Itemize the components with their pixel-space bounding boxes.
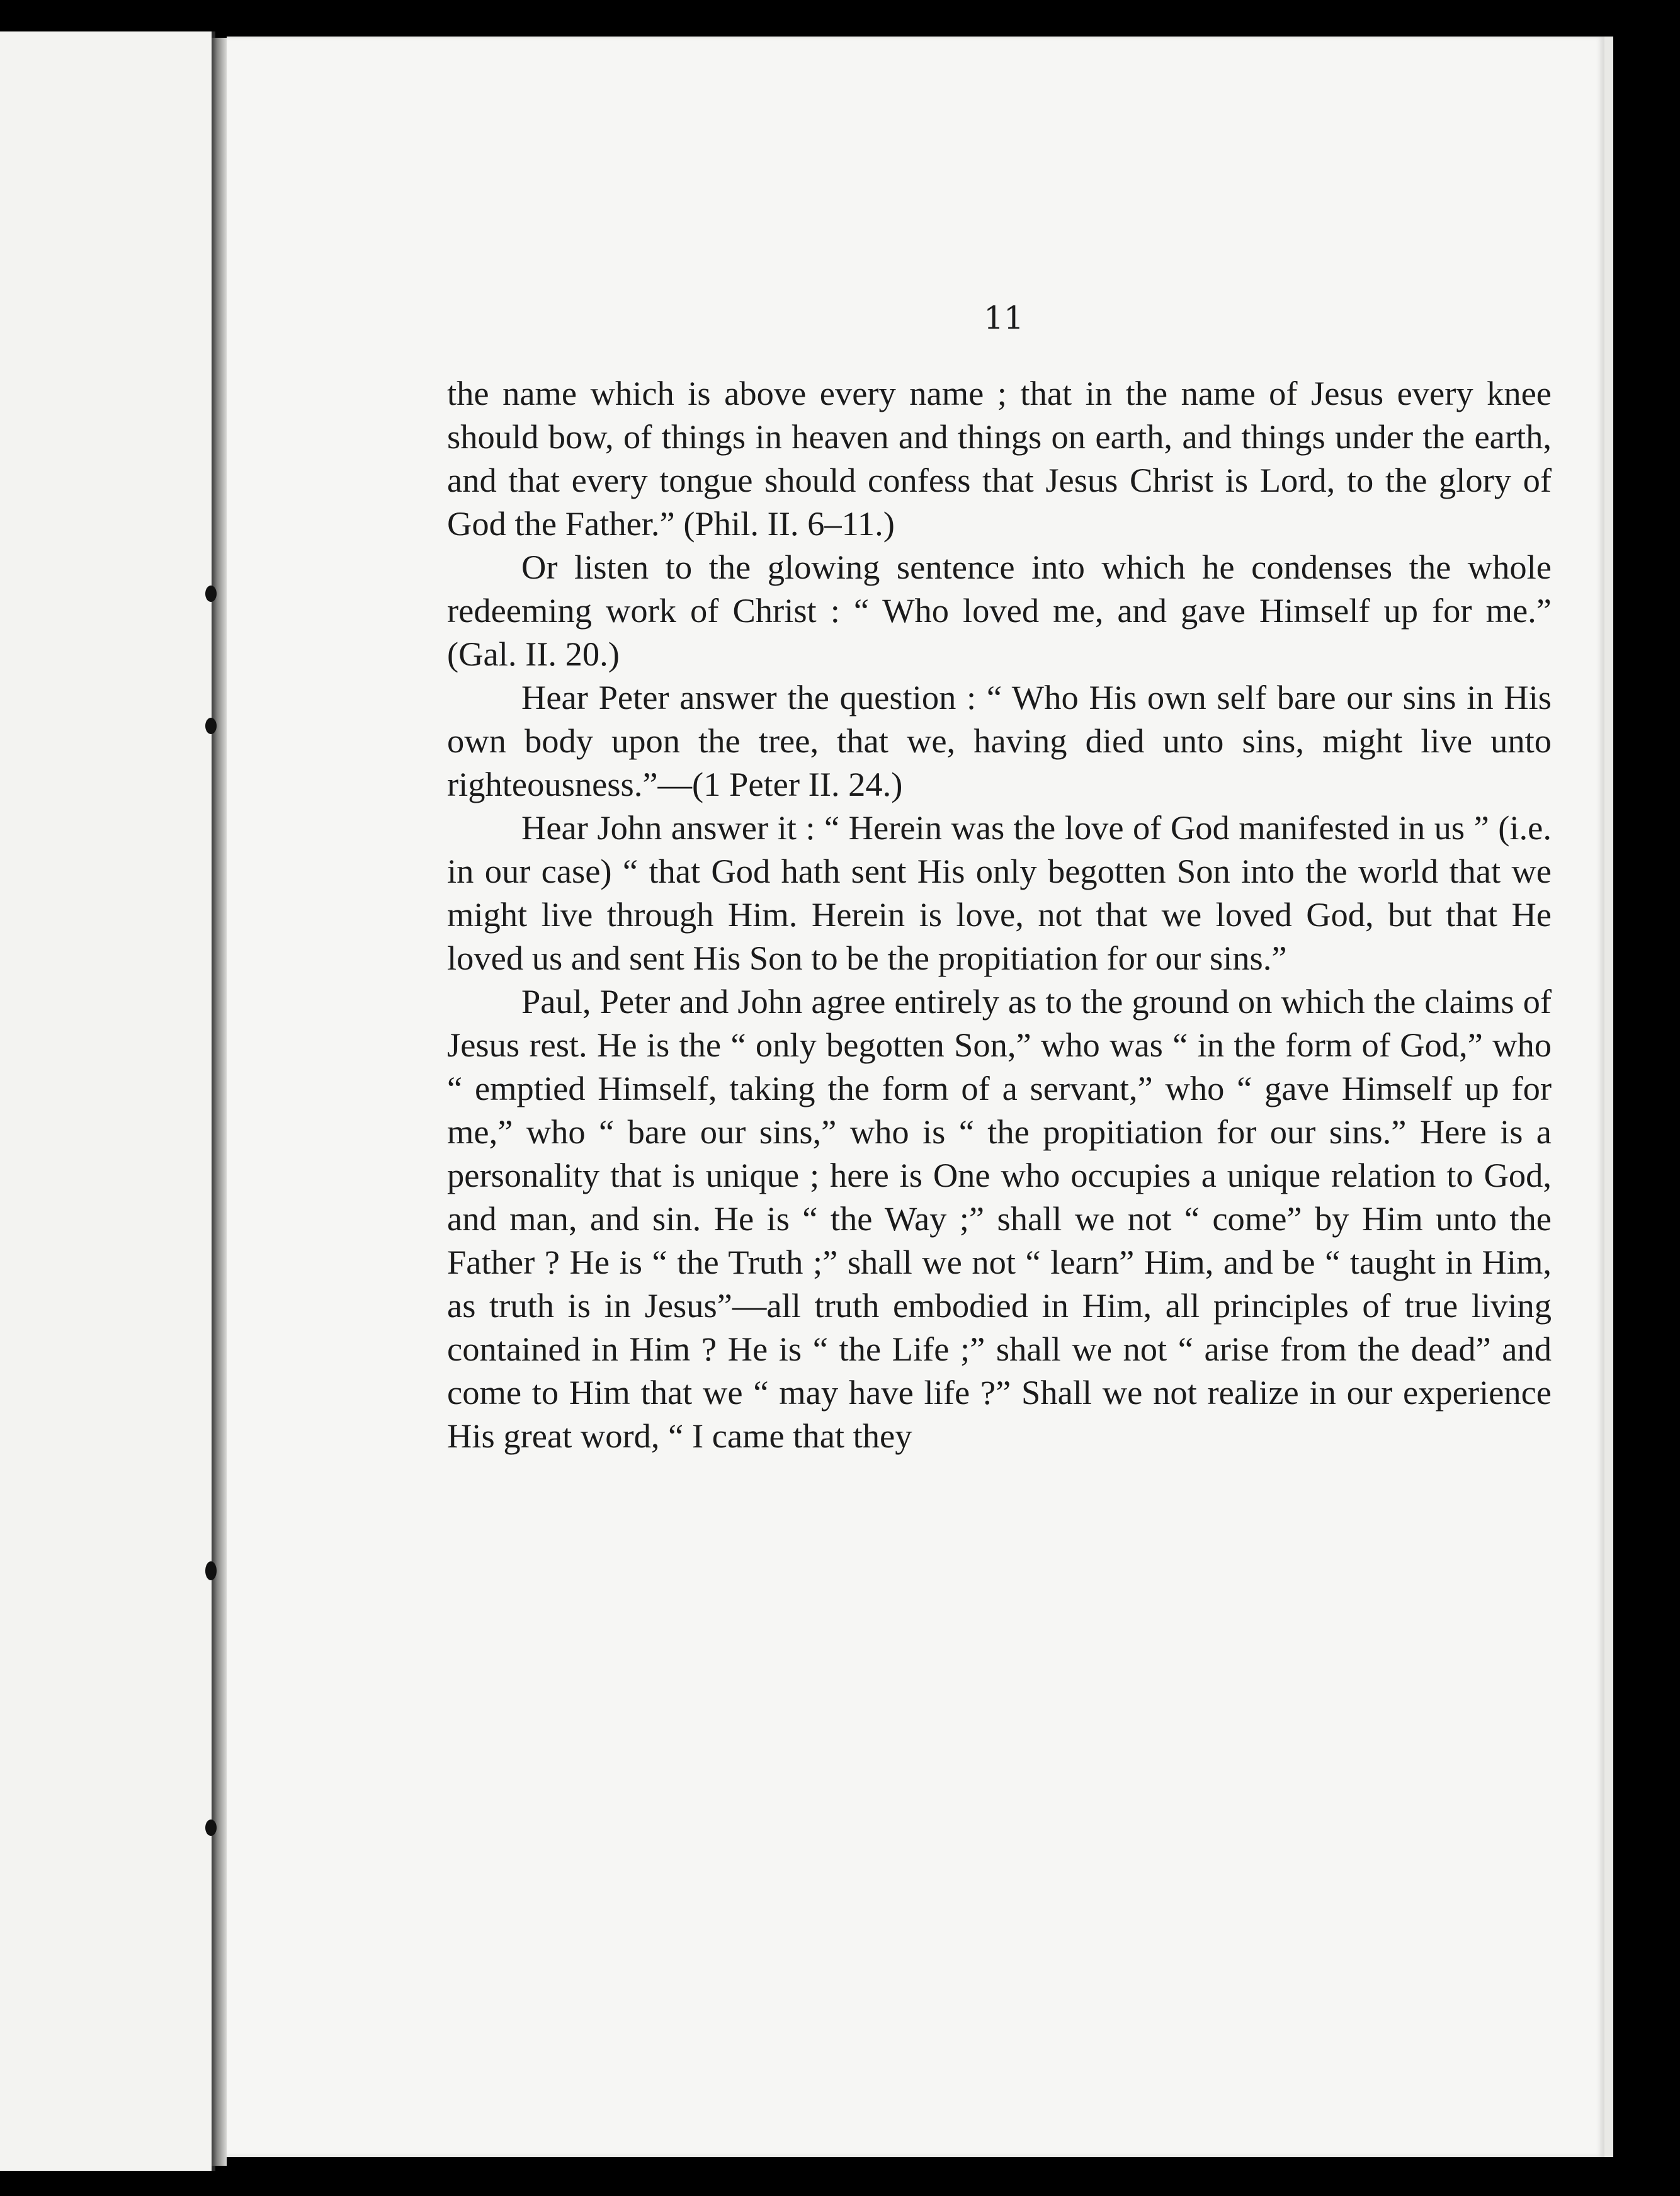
- page-body-text: [447, 371, 1552, 1457]
- binding-mark: [205, 718, 217, 734]
- page-number: 11: [984, 300, 1024, 336]
- paragraph-4: Hear John answer it : “ Herein was the love of God manifested in us ” (i.e. in our case) “ that God hath sent His only begotten Son into the world that we might live through Him. Herein is love, not that we loved God, but that He loved us and sent His Son to be the propitiation for our sins.”: [447, 808, 1552, 977]
- facing-page-edge: [0, 31, 215, 2171]
- paragraph-2: Or listen to the glowing sentence into which he condenses the whole redeeming work of Christ : “ Who loved me, and gave Himself up for me.” (Gal. II. 20.): [447, 548, 1552, 673]
- binding-mark: [205, 1561, 217, 1580]
- paragraph-5: Paul, Peter and John agree entirely as to the ground on which the claims of Jesus rest. He is the “ only begotten Son,” who was “ in the form of God,” who “ emptied Himself, taking the form of a servant,” who “ gave Himself up for me,” who “ bare our sins,” who is “ the propitiation for our sins.” Here is a personality that is unique ; here is One who occupies a unique relation to God, and man, and sin. He is “ the Way ;” shall we not “ come” by Him unto the Father ? He is “ the Truth ;” shall we not “ learn” Him, and be “ taught in Him, as truth is in Jesus”—all truth embodied in Him, all principles of true living contained in Him ? He is “ the Life ;” shall we not “ arise from the dead” and come to Him that we “ may have life ?” Shall we not realize in our experience His great word, “ I came that they: [447, 982, 1552, 1455]
- book-page: [227, 37, 1613, 2157]
- binding-mark: [205, 1820, 217, 1836]
- binding-mark: [205, 586, 217, 602]
- book-gutter: [212, 38, 227, 2166]
- paragraph-3: Hear Peter answer the question : “ Who His own self bare our sins in His own body upon the tree, that we, having died unto sins, might live unto righteousness.”—(1 Peter II. 24.): [447, 678, 1552, 803]
- paragraph-1: the name which is above every name ; that in the name of Jesus every knee should bow, of things in heaven and things on earth, and things under the earth, and that every tongue should confess that Jesus Christ is Lord, to the glory of God the Father.” (Phil. II. 6–11.): [447, 374, 1552, 543]
